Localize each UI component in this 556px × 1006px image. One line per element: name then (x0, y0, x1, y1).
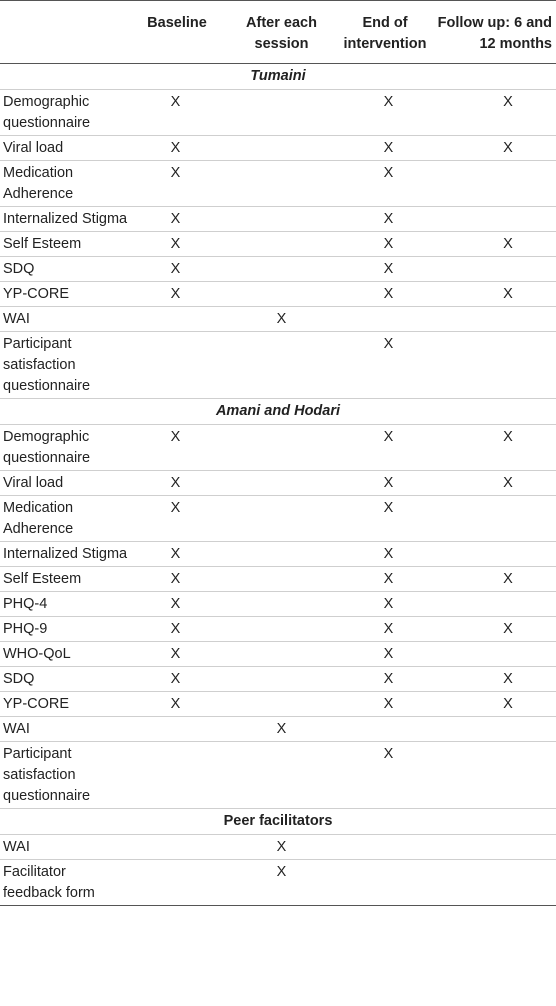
table-row (0, 592, 556, 617)
section-header-row (0, 399, 556, 425)
check-mark-cell: X (128, 232, 226, 257)
check-mark-cell: X (433, 617, 556, 642)
check-mark-cell (433, 207, 556, 232)
check-mark-cell (226, 282, 337, 307)
check-mark-cell (226, 257, 337, 282)
table-row (0, 835, 556, 860)
check-mark-cell (433, 717, 556, 742)
row-label: Participant satisfaction questionnaire (0, 742, 128, 809)
check-mark-cell (226, 667, 337, 692)
check-mark-cell: X (383, 428, 394, 445)
check-mark-cell: X (337, 692, 433, 717)
check-mark-cell (226, 642, 337, 667)
table-row (0, 667, 556, 692)
check-mark-cell: X (128, 642, 226, 667)
table-row (0, 161, 556, 207)
check-mark-cell: X (433, 471, 556, 496)
check-mark-cell (226, 617, 337, 642)
check-mark-cell: X (128, 567, 226, 592)
check-mark-cell: X (337, 617, 433, 642)
check-mark-cell (337, 835, 433, 860)
section-title: Peer facilitators (0, 809, 556, 835)
check-mark-cell (226, 496, 337, 542)
check-mark-cell: X (503, 93, 513, 110)
row-label: SDQ (0, 257, 128, 282)
table-row (0, 307, 556, 332)
check-mark-cell: X (337, 592, 433, 617)
row-label: YP-CORE (0, 282, 128, 307)
check-mark-cell (433, 642, 556, 667)
check-mark-cell: X (337, 136, 433, 161)
row-label: WAI (0, 307, 128, 332)
table-row (0, 471, 556, 496)
check-mark-cell: X (128, 667, 226, 692)
check-mark-cell (226, 90, 337, 136)
check-mark-cell (226, 207, 337, 232)
row-label: PHQ-4 (0, 592, 128, 617)
check-mark-cell: X (276, 838, 287, 855)
table-row (0, 542, 556, 567)
header-blank (0, 1, 128, 64)
check-mark-cell (433, 742, 556, 809)
row-label: WAI (3, 838, 30, 855)
row-label: WHO-QoL (0, 642, 128, 667)
table-row (0, 257, 556, 282)
check-mark-cell (128, 307, 226, 332)
check-mark-cell (128, 332, 226, 399)
check-mark-cell (226, 136, 337, 161)
check-mark-cell (226, 567, 337, 592)
row-label: Demographic questionnaire (3, 428, 91, 466)
check-mark-cell: X (433, 232, 556, 257)
check-mark-cell (433, 592, 556, 617)
header-end-of-intervention: End of intervention (337, 1, 433, 64)
check-mark-cell: X (226, 860, 337, 906)
row-label: WAI (0, 717, 128, 742)
check-mark-cell: X (337, 642, 433, 667)
row-label: Demographic questionnaire (3, 93, 91, 131)
section-header-row (0, 809, 556, 835)
table-row (0, 860, 556, 906)
check-mark-cell: X (128, 496, 226, 542)
check-mark-cell: X (433, 667, 556, 692)
table-row (0, 232, 556, 257)
row-label: Medication Adherence (0, 496, 128, 542)
check-mark-cell (226, 332, 337, 399)
check-mark-cell: X (433, 692, 556, 717)
header-after-each-session: After each session (226, 1, 337, 64)
section-title: Tumaini (0, 64, 556, 90)
row-label: Medication Adherence (0, 161, 128, 207)
table-row (0, 567, 556, 592)
check-mark-cell (433, 835, 556, 860)
check-mark-cell: X (337, 471, 433, 496)
header-follow-up: Follow up: 6 and 12 months (433, 1, 556, 64)
check-mark-cell (128, 717, 226, 742)
check-mark-cell (226, 471, 337, 496)
check-mark-cell (226, 742, 337, 809)
table-row (0, 642, 556, 667)
check-mark-cell: X (337, 332, 433, 399)
check-mark-cell: X (337, 207, 433, 232)
check-mark-cell: X (128, 692, 226, 717)
table-row (0, 90, 556, 136)
check-mark-cell (226, 161, 337, 207)
table-row (0, 742, 556, 809)
check-mark-cell (433, 332, 556, 399)
check-mark-cell: X (170, 93, 181, 110)
check-mark-cell (337, 717, 433, 742)
row-label: Internalized Stigma (0, 207, 128, 232)
check-mark-cell: X (337, 742, 433, 809)
check-mark-cell: X (128, 161, 226, 207)
check-mark-cell: X (337, 282, 433, 307)
check-mark-cell (433, 860, 556, 906)
row-label: Internalized Stigma (0, 542, 128, 567)
table-row (0, 717, 556, 742)
check-mark-cell: X (128, 617, 226, 642)
table-header-row (0, 1, 556, 64)
table-row (0, 496, 556, 542)
check-mark-cell: X (503, 428, 513, 445)
check-mark-cell (128, 742, 226, 809)
row-label: YP-CORE (0, 692, 128, 717)
check-mark-cell: X (128, 592, 226, 617)
check-mark-cell: X (337, 542, 433, 567)
row-label: Facilitator feedback form (0, 860, 128, 906)
check-mark-cell: X (128, 471, 226, 496)
check-mark-cell (337, 307, 433, 332)
check-mark-cell: X (170, 428, 181, 445)
check-mark-cell: X (128, 282, 226, 307)
check-mark-cell: X (383, 93, 394, 110)
check-mark-cell (226, 425, 337, 471)
check-mark-cell: X (128, 542, 226, 567)
table-row (0, 136, 556, 161)
check-mark-cell: X (337, 161, 433, 207)
section-header-row (0, 64, 556, 90)
table-row (0, 332, 556, 399)
check-mark-cell: X (226, 717, 337, 742)
check-mark-cell (433, 307, 556, 332)
check-mark-cell: X (433, 282, 556, 307)
table-row (0, 692, 556, 717)
check-mark-cell (337, 860, 433, 906)
check-mark-cell: X (128, 257, 226, 282)
row-label: PHQ-9 (0, 617, 128, 642)
check-mark-cell: X (433, 567, 556, 592)
row-label: SDQ (0, 667, 128, 692)
check-mark-cell (128, 860, 226, 906)
check-mark-cell: X (128, 207, 226, 232)
header-baseline: Baseline (128, 1, 226, 64)
table-row (0, 207, 556, 232)
check-mark-cell (226, 232, 337, 257)
row-label: Self Esteem (0, 567, 128, 592)
check-mark-cell (226, 542, 337, 567)
table-row (0, 617, 556, 642)
check-mark-cell: X (337, 232, 433, 257)
row-label: Participant satisfaction questionnaire (0, 332, 128, 399)
check-mark-cell: X (226, 307, 337, 332)
row-label: Viral load (0, 136, 128, 161)
check-mark-cell: X (337, 257, 433, 282)
table-row (0, 425, 556, 471)
check-mark-cell (433, 542, 556, 567)
check-mark-cell (433, 257, 556, 282)
check-mark-cell: X (337, 667, 433, 692)
check-mark-cell: X (337, 567, 433, 592)
row-label: Viral load (0, 471, 128, 496)
table-row (0, 282, 556, 307)
section-title: Amani and Hodari (0, 399, 556, 425)
check-mark-cell (226, 592, 337, 617)
check-mark-cell (128, 835, 226, 860)
check-mark-cell (433, 161, 556, 207)
check-mark-cell: X (433, 136, 556, 161)
check-mark-cell: X (128, 136, 226, 161)
row-label: Self Esteem (0, 232, 128, 257)
check-mark-cell: X (337, 496, 433, 542)
check-mark-cell (433, 496, 556, 542)
check-mark-cell (226, 692, 337, 717)
